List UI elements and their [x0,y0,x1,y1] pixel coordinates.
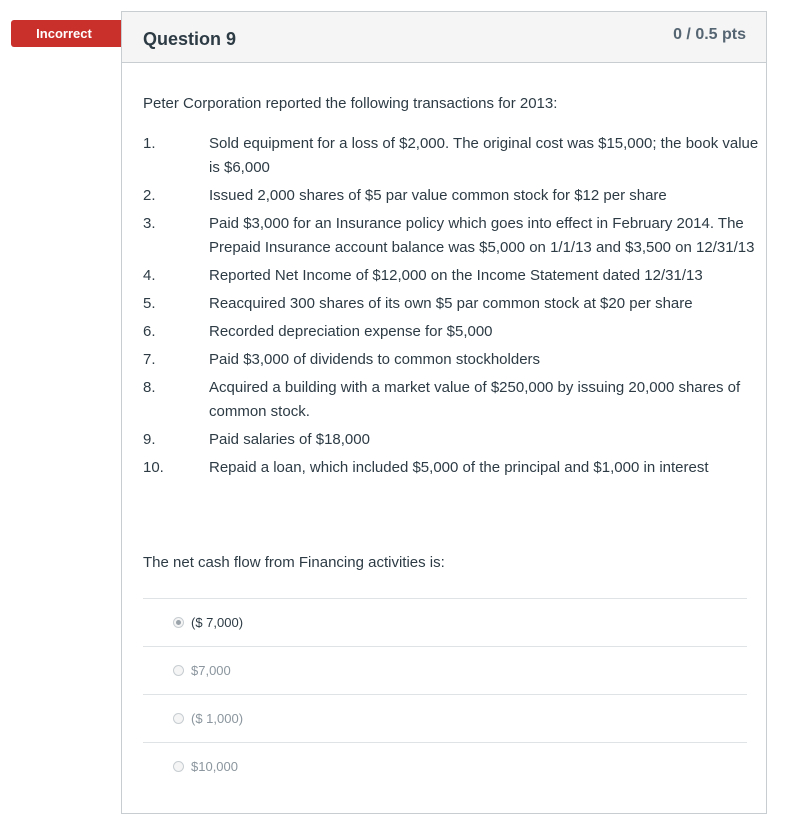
answer-label: ($ 7,000) [191,615,244,630]
transaction-item [143,212,763,260]
answer-label: ($ 1,000) [191,711,244,726]
question-header [122,12,766,63]
answer-option[interactable] [143,742,747,790]
transaction-number: 9. [143,431,156,448]
transaction-number: 6. [143,323,156,340]
transaction-number: 3. [143,215,156,232]
transaction-item [143,184,763,208]
transaction-text: Paid $3,000 of dividends to common stockholders [209,351,541,368]
transaction-number: 2. [143,187,156,204]
answer-option[interactable] [143,598,747,646]
transaction-text: Reacquired 300 shares of its own $5 par common stock at $20 per share [209,295,693,312]
radio-icon[interactable] [173,665,184,676]
question-intro: Peter Corporation reported the following transactions for 2013: [143,95,558,112]
transaction-text: Recorded depreciation expense for $5,000 [209,323,493,340]
transaction-item [143,132,763,180]
transaction-item [143,264,763,288]
radio-icon[interactable] [173,761,184,772]
answer-option[interactable] [143,694,747,742]
transaction-text: Reported Net Income of $12,000 on the Income Statement dated 12/31/13 [209,267,703,284]
transaction-number: 8. [143,379,156,396]
radio-icon[interactable] [173,713,184,724]
question-points: 0 / 0.5 pts [673,26,746,43]
transaction-number: 7. [143,351,156,368]
radio-checked-icon[interactable] [173,617,184,628]
answer-list [143,598,747,790]
question-body [143,94,763,484]
transaction-text: Issued 2,000 shares of $5 par value common stock for $12 per share [209,187,667,204]
question-title: Question 9 [143,29,237,49]
transaction-number: 4. [143,267,156,284]
transaction-number: 5. [143,295,156,312]
transaction-item [143,428,763,452]
transaction-text: Paid $3,000 for an Insurance policy which goes into effect in February 2014. The Prepaid Insurance account balance was $5,000 on 1/1/13 and $3,500 on 12/31/13 [209,215,755,256]
answer-label: $10,000 [191,759,238,774]
transaction-item [143,348,763,372]
transaction-item [143,376,763,424]
transaction-text: Acquired a building with a market value of $250,000 by issuing 20,000 shares of common stock. [209,379,741,420]
transaction-item [143,320,763,344]
transaction-number: 10. [143,459,164,476]
answer-option[interactable] [143,646,747,694]
question-prompt: The net cash flow from Financing activities is: [143,554,445,571]
transaction-item [143,456,763,480]
transaction-number: 1. [143,135,156,152]
transaction-text: Repaid a loan, which included $5,000 of the principal and $1,000 in interest [209,459,709,476]
transaction-text: Paid salaries of $18,000 [209,431,370,448]
transaction-text: Sold equipment for a loss of $2,000. The original cost was $15,000; the book value is $6,000 [209,135,759,176]
question-card [121,11,767,814]
transaction-list [143,132,763,480]
incorrect-flag: Incorrect [11,20,123,47]
transaction-item [143,292,763,316]
answer-label: $7,000 [191,663,231,678]
